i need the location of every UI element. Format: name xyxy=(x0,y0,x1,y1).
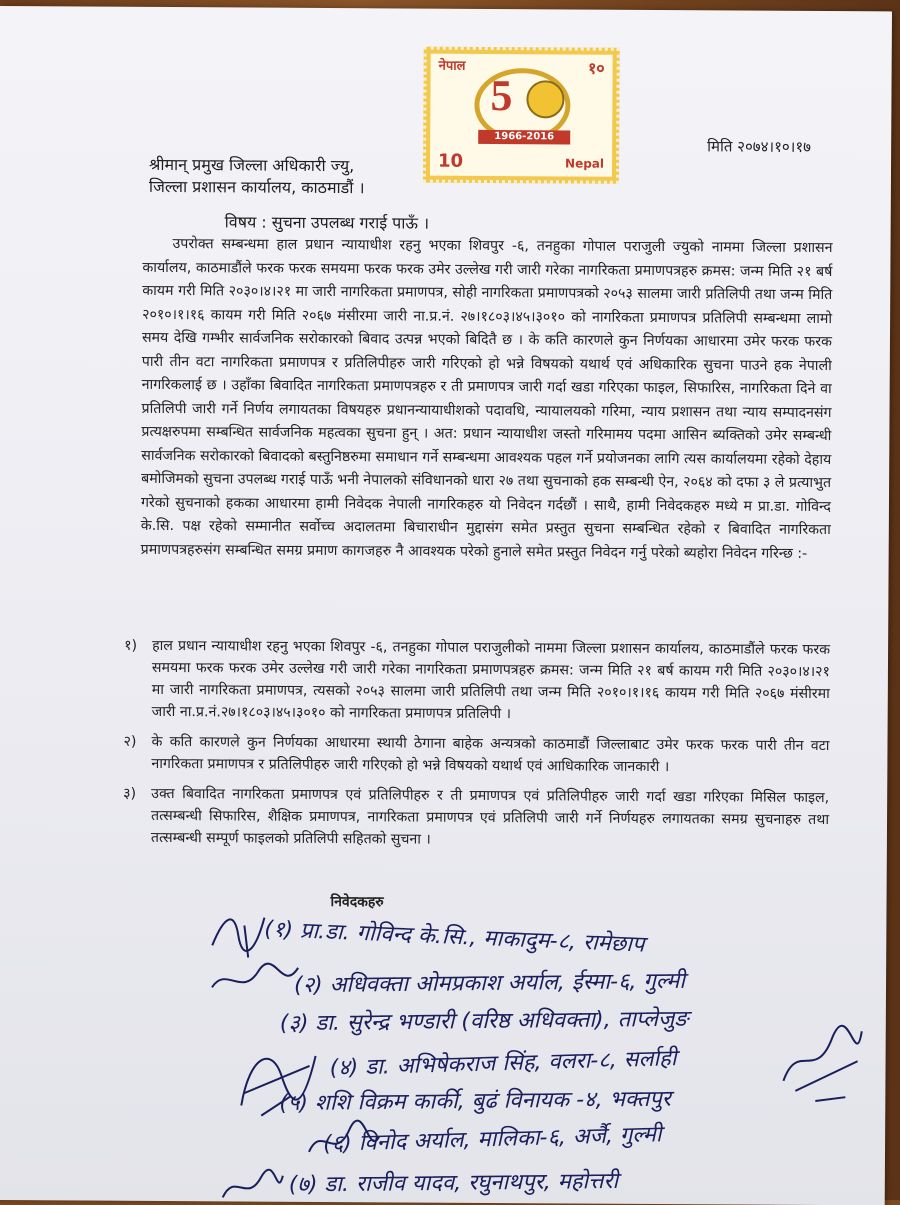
list-item-text: के कति कारणले कुन निर्णयका आधारमा स्थायी ठेगाना बाहेक अन्यत्रको काठमाडौं जिल्लाबाट उमेर फरक फरक पारी तीन वटा नागरिकता प्रमाणपत्र र प्रतिलिपीहरु जारी गरिएको हो भन्ने विषयको यथार्थ एवं आधिकारिक जानकारी । xyxy=(151,733,830,776)
signature-3-icon xyxy=(231,1035,322,1126)
applicant-line-2: (२) अधिवक्ता ओमप्रकाश अर्याल, ईस्मा-६, गुल्मी xyxy=(293,968,686,999)
postage-stamp xyxy=(423,47,620,184)
emblem-icon xyxy=(526,80,564,118)
list-item xyxy=(123,731,829,779)
list-item xyxy=(123,783,829,853)
letter-date: मिति २०७४।१०।१७ xyxy=(707,137,812,156)
applicant-line-6: (६) विनोद अर्याल, मालिका-६, अर्जै, गुल्मी xyxy=(322,1122,662,1157)
stamp-value-top: १० xyxy=(587,58,605,78)
signature-2-icon xyxy=(206,957,306,1008)
signature-4-icon xyxy=(775,1021,866,1112)
signature-6-icon xyxy=(217,1167,287,1205)
list-item-number: ३) xyxy=(123,785,137,802)
stamp-value-bottom: 10 xyxy=(437,150,464,172)
applicants-heading: निवेदकहरु xyxy=(330,894,384,911)
applicant-line-7: (७) डा. राजीव यादव, रघुनाथपुर, महोत्तरी xyxy=(288,1168,619,1198)
list-item xyxy=(124,635,831,727)
list-item-text: उक्त बिवादित नागरिकता प्रमाणपत्र एवं प्रतिलिपीहरु र ती प्रमाणपत्र एवं प्रतिलिपीहरु जारी गर्दा खडा गरिएका मिसिल फाइल, तत्सम्बन्धी सिफारिस, शैक्षिक प्रमाणपत्र, नागरिकता प्रमाणपत्र एवं प्रतिलिपी जारी गर्ने निर्णयहरु लगायतका समग्र सुचनाहरु तथा तत्सम्बन्धी सम्पूर्ण फाइलको प्रतिलिपी सहितको सुचना । xyxy=(150,785,830,848)
stamp-face xyxy=(430,54,613,177)
recipient-line-1: श्रीमान् प्रमुख जिल्ला अधिकारी ज्यु, xyxy=(148,154,355,176)
recipient-line-2: जिल्ला प्रशासन कार्यालय, काठमाडौं । xyxy=(148,176,365,198)
letter-body xyxy=(141,233,833,566)
signature-5-icon xyxy=(303,1118,383,1168)
applicant-line-4: (४) डा. अभिषेकराज सिंह, वलरा-८, सर्लाही xyxy=(329,1046,677,1082)
list-item-text: हाल प्रधान न्यायाधीश रहनु भएका शिवपुर -६, तनहुका गोपाल पराजुलीको नाममा जिल्ला प्रशासन कार्यालय, काठमाडौंले फरक फरक समयमा फरक फरक उमेर उल्लेख गरी जारी गरेका नागरिकता प्रमाणपत्रहरु क्रमस: जन्म मिति २१ बर्ष कायम गरी मिति २०३०।४।२१ मा जारी नागरिकता प्रमाणपत्र, त्यसको २०५३ सालमा जारी प्रतिलिपी तथा जन्म मिति २०१०।१।१६ कायम गरी मिति २०६७ मंसीरमा जारी ना.प्र.नं.२७।१८०३।४५।३०१० को नागरिकता प्रमाणपत्र प्रतिलिपी । xyxy=(151,637,831,723)
request-list xyxy=(123,635,830,861)
letter-subject: विषय : सुचना उपलब्ध गराई पाऊँ । xyxy=(224,212,430,233)
applicant-line-3: (३) डा. सुरेन्द्र भण्डारी (वरिष्ठ अधिवक्ता), ताप्लेजुङ xyxy=(279,1006,689,1037)
stamp-years-ribbon: 1966-2016 xyxy=(478,130,570,145)
applicant-line-5: (५) शशि विक्रम कार्की, बुढं विनायक -४, भक्तपुर xyxy=(279,1086,671,1117)
stamp-country-bottom: Nepal xyxy=(565,156,605,171)
stamp-anniversary-numeral: 5 xyxy=(490,70,513,121)
list-item-number: १) xyxy=(124,637,138,654)
letter-page xyxy=(0,6,892,1205)
list-item-number: २) xyxy=(123,733,137,750)
stamp-country-top: नेपाल xyxy=(438,58,466,74)
applicant-line-1: (१) प्रा.डा. गोविन्द के.सि., माकादुम-८, रामेछाप xyxy=(263,917,645,958)
body-paragraph: उपरोक्त सम्बन्धमा हाल प्रधान न्यायाधीश रहनु भएका शिवपुर -६, तनहुका गोपाल पराजुली ज्युको नाममा जिल्ला प्रशासन कार्यालय, काठमाडौंले फरक फरक समयमा फरक फरक उमेर उल्लेख गरी जारी गरेका नागरिकता प्रमाणपत्रहरु क्रमस: जन्म मिति २१ बर्ष कायम गरी मिति २०३०।४।२१ मा जारी नागरिकता प्रमाणपत्र, सोही नागरिकता प्रमाणपत्रको २०५३ सालमा जारी प्रतिलिपी तथा जन्म मिति २०१०।१।१६ कायम गरी मिति २०६७ मंसीरमा जारी ना.प्र.नं. २७।१८०३।४५।३०१० को नागरिकता प्रमाणपत्र प्रतिलिपी सम्बन्धमा लामो समय देखि गम्भीर सार्वजनिक सरोकारको बिवाद उत्पन्न भएको बिदितै छ । के कति कारणले कुन निर्णयका आधारमा उमेर फरक फरक पारी तीन वटा नागरिकता प्रमाणपत्र र प्रतिलिपीहरु जारी गरिएको हो भन्ने विषयको यथार्थ एवं अधिकारिक सुचना पाउने हक नेपाली नागरिकलाई छ । उहाँका बिवादित नागरिकता प्रमाणपत्रहरु र ती प्रमाणपत्र जारी गर्दा खडा गरिएका फाइल, सिफारिस, नागरिकता दिने वा प्रतिलिपी जारी गर्ने निर्णय लगायतका विषयहरु प्रधानन्यायाधीशको पदावधि, न्यायालयको गरिमा, न्याय प्रशासन तथा न्याय सम्पादनसंग प्रत्यक्षरुपमा सम्बन्धित सार्वजनिक महत्वका सुचना हुन् । अत: प्रधान न्यायाधीश जस्तो गरिमामय पदमा आसिन ब्यक्तिको उमेर सम्बन्धी सार्वजनिक सरोकारको बिवादको बस्तुनिष्ठरुमा समाधान गर्ने सम्बन्धमा आवश्यक पहल गर्ने प्रयोजनका लागि त्यस कार्यालयमा रहेको देहाय बमोजिमको सुचना उपलब्ध गराई पाऊँ भनी नेपालको संविधानको धारा २७ तथा सुचनाको हक सम्बन्धी ऐन, २०६४ को दफा ३ ले प्रत्याभुत गरेको सुचनाको हकका आधारमा हामी निवेदक नेपाली नागरिकहरु यो निवेदन गर्दछौं । साथै, हामी निवेदकहरु मध्ये म प्रा.डा. गोविन्द के.सि. पक्ष रहेको सम्मानीत सर्वोच्च अदालतमा बिचाराधीन मुद्दासंग समेत प्रस्तुत सुचना सम्बन्धित रहेको र बिवादित नागरिकता प्रमाणपत्रहरुसंग सम्बन्धित समग्र प्रमाण कागजहरु नै आवश्यक परेको हुनाले समेत प्रस्तुत निवेदन गर्नु परेको ब्यहोरा निवेदन गरिन्छ :- xyxy=(140,236,833,562)
